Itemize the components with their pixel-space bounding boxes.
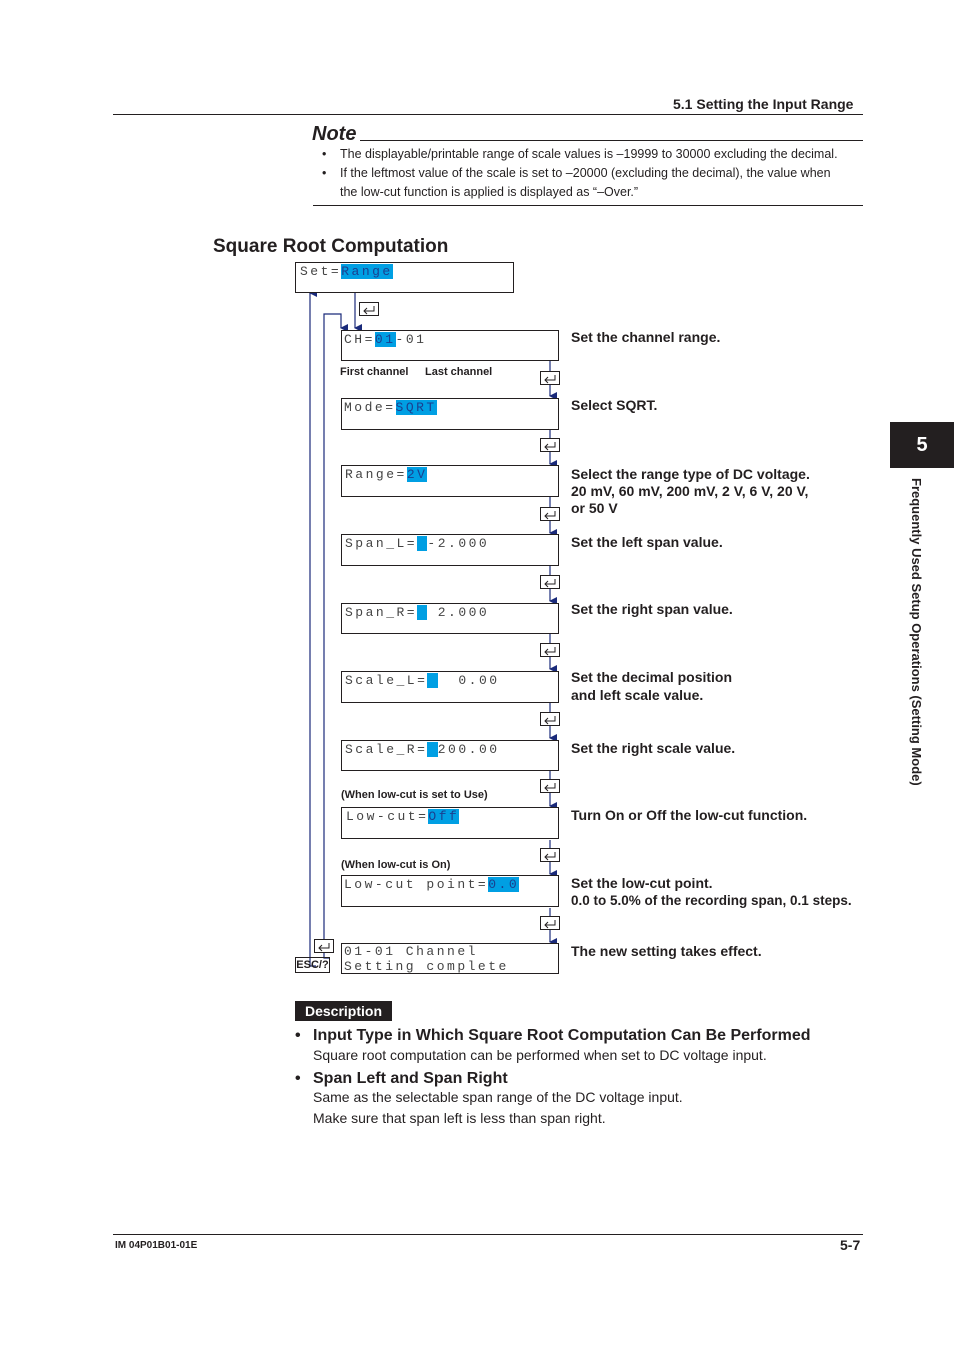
desc-item-2-text-1: Same as the selectable span range of the DC voltage input. <box>313 1089 683 1105</box>
enter-key-icon <box>359 302 379 316</box>
range-desc-1: Select the range type of DC voltage. <box>571 466 810 482</box>
note-item-1: The displayable/printable range of scale values is –19999 to 30000 excluding the decimal. <box>340 147 838 161</box>
enter-key-icon <box>540 371 560 385</box>
enter-key-icon <box>540 712 560 726</box>
lcd-line-2: Setting complete <box>344 959 509 974</box>
scale-left-desc-1: Set the decimal position <box>571 669 733 685</box>
lowcut-point-desc-1: Set the low-cut point. <box>571 875 713 891</box>
desc-item-1-title: Input Type in Which Square Root Computation Can Be Performed <box>313 1027 811 1044</box>
lcd-channel <box>341 330 559 361</box>
lcd-label: CH= <box>344 332 375 347</box>
note-bullet-1: • <box>322 147 327 161</box>
lcd-selected-value: Range <box>341 264 393 279</box>
range-desc-2: 20 mV, 60 mV, 200 mV, 2 V, 6 V, 20 V, <box>571 483 809 499</box>
lcd-scale-right <box>341 740 559 771</box>
note-title: Note <box>312 123 357 145</box>
scale-right-desc: Set the right scale value. <box>571 740 736 756</box>
enter-key-icon <box>540 643 560 657</box>
doc-id: IM 04P01B01-01E <box>115 1240 198 1251</box>
lcd-span-right <box>341 603 559 634</box>
lcd-span-left <box>341 534 559 566</box>
note-item-2: If the leftmost value of the scale is set to –20000 (excluding the decimal), the value when <box>340 166 831 180</box>
desc-bullet-2: • <box>295 1070 301 1087</box>
lcd-set-range <box>295 262 514 293</box>
span-left-desc: Set the left span value. <box>571 534 723 550</box>
note-bullet-2: • <box>322 166 327 180</box>
lcd-value: 200.00 <box>437 742 500 757</box>
lcd-range <box>341 465 559 497</box>
lcd-value: 2.000 <box>427 605 490 620</box>
lcd-label: Set= <box>300 264 342 279</box>
lcd-label: Scale_R= <box>345 742 428 757</box>
lcd-label: Span_R= <box>345 605 418 620</box>
last-channel-label: Last channel <box>425 366 493 378</box>
section-title: Square Root Computation <box>213 236 449 257</box>
enter-key-icon <box>540 916 560 930</box>
lcd-label: Scale_L= <box>345 673 428 688</box>
lcd-cursor <box>427 673 437 688</box>
lcd-selected-value: 0.0 <box>488 877 520 892</box>
lcd-selected-value: SQRT <box>395 400 437 415</box>
enter-key-icon <box>540 779 560 793</box>
desc-item-2-title: Span Left and Span Right <box>313 1070 508 1087</box>
span-right-desc: Set the right span value. <box>571 601 733 617</box>
first-channel-label: First channel <box>340 366 409 378</box>
lowcut-point-condition: (When low-cut is On) <box>341 859 451 871</box>
footer-rule <box>113 1234 863 1235</box>
description-badge: Description <box>295 1001 392 1021</box>
enter-key-icon <box>540 438 560 452</box>
mode-desc: Select SQRT. <box>571 397 658 413</box>
lcd-lowcut-point <box>341 875 559 907</box>
desc-item-1-text: Square root computation can be performed when set to DC voltage input. <box>313 1047 767 1063</box>
chapter-side-title: Frequently Used Setup Operations (Setting Mode) <box>909 478 924 786</box>
scale-left-desc-2: and left scale value. <box>571 687 704 703</box>
lcd-selected-value: 01 <box>374 332 396 347</box>
note-item-2-cont: the low-cut function is applied is displayed as “–Over.” <box>340 185 639 199</box>
channel-desc: Set the channel range. <box>571 329 721 345</box>
lcd-label: Span_L= <box>345 536 418 551</box>
esc-key-icon: ESC/? <box>296 959 329 971</box>
lcd-selected-value: 2V <box>406 467 428 482</box>
range-desc-3: or 50 V <box>571 500 618 516</box>
lcd-cursor <box>417 536 427 551</box>
lcd-value: -2.000 <box>427 536 490 551</box>
lcd-cursor <box>417 605 427 620</box>
lcd-label: Low-cut= <box>346 809 429 824</box>
desc-bullet-1: • <box>295 1027 301 1044</box>
section-header: 5.1 Setting the Input Range <box>673 96 854 112</box>
enter-key-icon <box>540 575 560 589</box>
lcd-value: 0.00 <box>437 673 500 688</box>
lcd-setting-complete <box>341 943 559 974</box>
lowcut-condition: (When low-cut is set to Use) <box>341 789 488 801</box>
lcd-cursor <box>427 742 437 757</box>
lcd-scale-left <box>341 671 559 703</box>
lowcut-desc: Turn On or Off the low-cut function. <box>571 807 808 823</box>
enter-key-icon <box>540 507 560 521</box>
lcd-selected-value: Off <box>428 809 460 824</box>
enter-key-icon <box>314 939 334 953</box>
lcd-lowcut <box>341 807 559 839</box>
lcd-line-1: 01-01 Channel <box>344 944 478 959</box>
lcd-label: Mode= <box>344 400 396 415</box>
page-number: 5-7 <box>840 1237 861 1253</box>
enter-key-icon <box>540 848 560 862</box>
lcd-label: Low-cut point= <box>344 877 489 892</box>
desc-item-2-text-2: Make sure that span left is less than span right. <box>313 1110 606 1126</box>
lcd-mode <box>341 398 559 430</box>
lcd-value: -01 <box>395 332 427 347</box>
complete-desc: The new setting takes effect. <box>571 943 762 959</box>
lcd-label: Range= <box>345 467 407 482</box>
lowcut-point-desc-2: 0.0 to 5.0% of the recording span, 0.1 steps. <box>571 893 852 908</box>
chapter-tab: 5 <box>890 422 954 468</box>
